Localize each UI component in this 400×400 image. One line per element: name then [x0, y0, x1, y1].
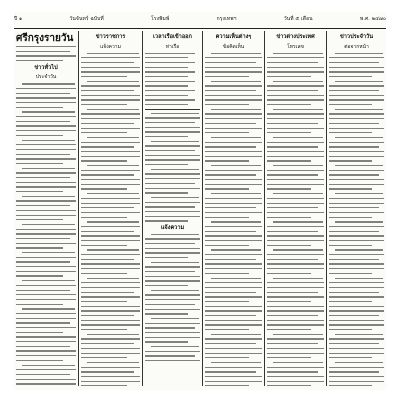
- column-6-heading: ข่าวประจำวัน: [339, 34, 374, 40]
- header-year: พ.ศ. ๒๔๗๐: [359, 16, 386, 22]
- column-5: [264, 31, 326, 386]
- column-2-subheading: แจ้งความ: [100, 43, 121, 50]
- column-3-divider: [145, 109, 200, 110]
- header-rule: [14, 28, 386, 29]
- page-header: [14, 12, 386, 26]
- column-3-schedule: [145, 53, 200, 106]
- column-2: [78, 31, 142, 386]
- column-3-heading-2: แจ้งความ: [160, 225, 185, 232]
- column-4-heading: ความเห็นต่างๆ: [215, 34, 252, 40]
- column-3-subheading: ท่าเรือ: [165, 43, 180, 50]
- column-1: [14, 31, 78, 386]
- column-6-subheading: ต่อจากหน้า: [344, 43, 369, 50]
- column-3-text-b: [145, 234, 200, 362]
- column-1-text-b: [16, 83, 76, 386]
- masthead: ศรีกรุงรายวัน: [16, 33, 74, 44]
- header-city: กรุงเทพฯ: [216, 16, 237, 22]
- column-2-text: [81, 53, 140, 387]
- header-date: วันที่ ๕ เดือน: [283, 16, 313, 22]
- header-volume: ปี ๑: [14, 16, 23, 22]
- header-issue: วันจันทร์ ฉบับที่: [69, 16, 104, 22]
- column-3: [142, 31, 202, 386]
- column-6: [326, 31, 386, 386]
- column-3-text-a: [145, 113, 200, 222]
- column-1-subheading: ประจำวัน: [35, 74, 57, 81]
- column-4-text: [205, 53, 262, 387]
- column-5-text: [267, 53, 324, 387]
- column-1-text-a: [16, 46, 76, 61]
- column-4-subheading: ข้อคิดเห็น: [222, 43, 245, 50]
- newspaper-page: [14, 12, 386, 390]
- column-5-heading: ข่าวต่างประเทศ: [276, 34, 315, 40]
- header-printer: โรงพิมพ์: [151, 16, 170, 22]
- column-1-heading: ข่าวทั่วไป: [34, 64, 58, 71]
- column-4: [202, 31, 264, 386]
- column-3-heading: เวลาเรือเข้าออก: [153, 34, 192, 40]
- column-5-subheading: โทรเลข: [287, 43, 304, 50]
- column-2-heading: ข่าวราชการ: [95, 34, 126, 40]
- column-6-text: [329, 53, 384, 387]
- columns: [14, 31, 386, 386]
